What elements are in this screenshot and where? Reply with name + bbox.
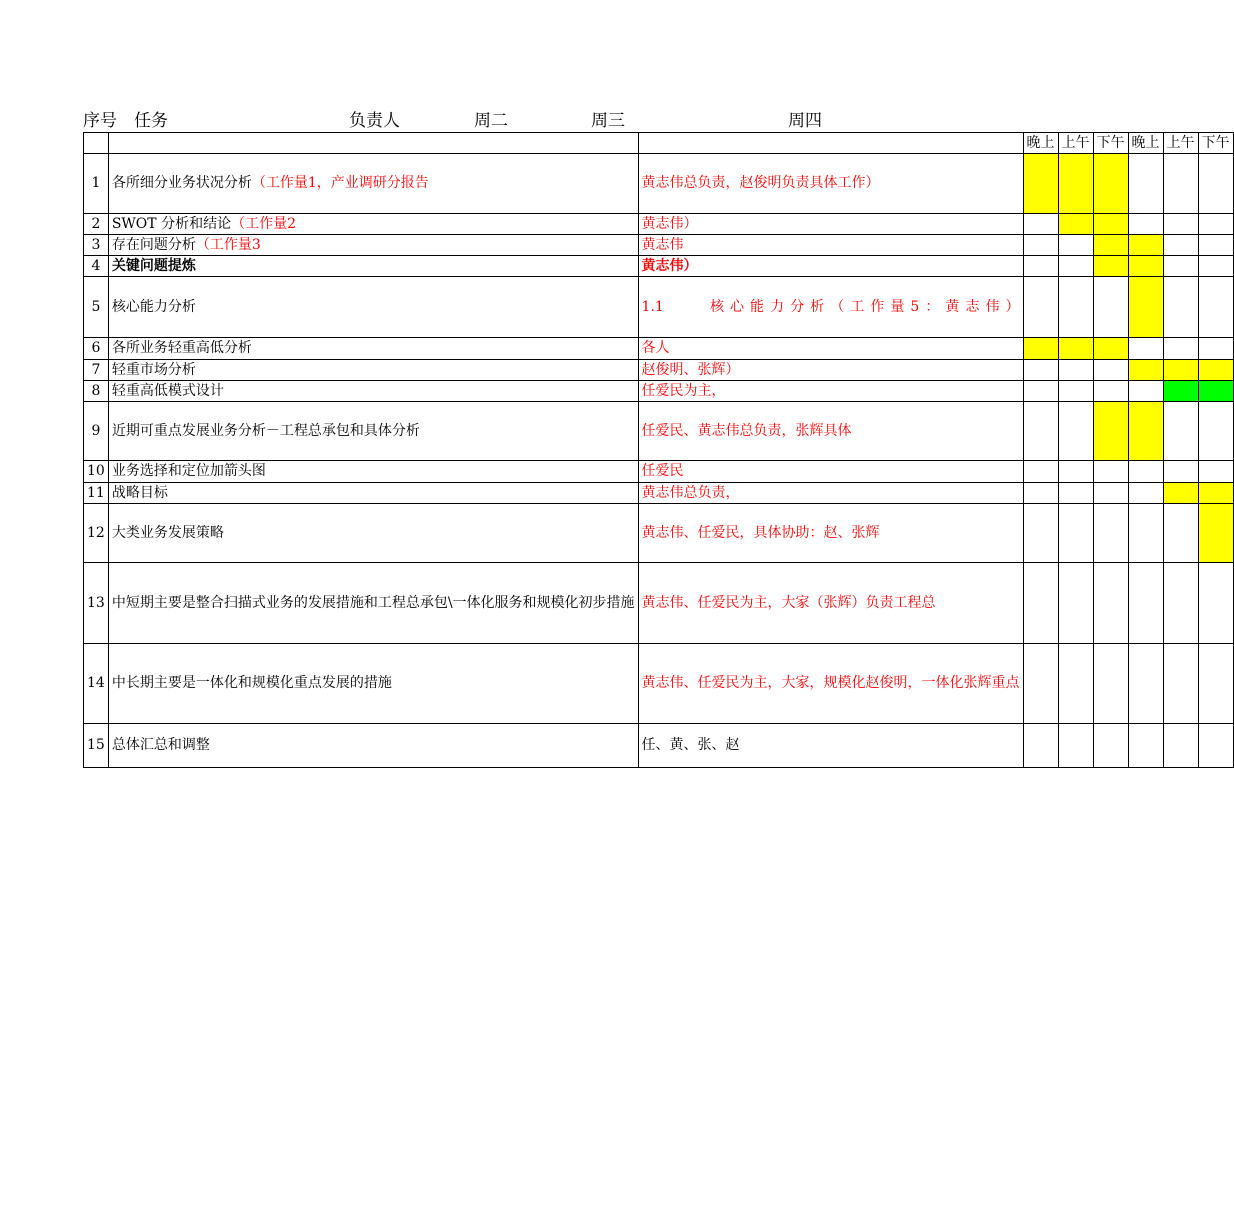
- empty-cell: [84, 133, 109, 154]
- schedule-cell: [1128, 360, 1163, 381]
- task-text: 核心能力分析: [111, 298, 196, 315]
- slot-label-0: 晚上: [1023, 133, 1058, 154]
- task-workload-note: （工作量3: [195, 236, 261, 253]
- schedule-cell: [1163, 256, 1198, 277]
- owner-cell: [638, 563, 1023, 644]
- schedule-cell: [1128, 235, 1163, 256]
- schedule-cell: [1163, 483, 1198, 504]
- owner-text: 任爱民为主，: [641, 382, 726, 399]
- schedule-cell: [1058, 483, 1093, 504]
- task-cell: [108, 256, 638, 277]
- schedule-cell: [1023, 338, 1058, 360]
- schedule-cell: [1093, 338, 1128, 360]
- task-text: 中短期主要是整合扫描式业务的发展措施和工程总承包\一体化服务和规模化初步措施: [111, 594, 635, 611]
- task-cell: [108, 724, 638, 768]
- schedule-cell: [1058, 214, 1093, 235]
- task-text: 近期可重点发展业务分析－工程总承包和具体分析: [111, 422, 420, 439]
- schedule-cell: [1058, 277, 1093, 338]
- schedule-cell: [1128, 483, 1163, 504]
- row-number: 13: [84, 563, 109, 644]
- schedule-cell: [1093, 724, 1128, 768]
- table-row: [84, 724, 1234, 768]
- row-number: 7: [84, 360, 109, 381]
- schedule-cell: [1198, 461, 1233, 483]
- row-number: 14: [84, 644, 109, 724]
- owner-text: 任爱民: [641, 463, 684, 479]
- row-number: 12: [84, 504, 109, 563]
- task-text: 存在问题分析: [111, 236, 196, 253]
- schedule-cell: [1128, 563, 1163, 644]
- schedule-cell: [1093, 360, 1128, 381]
- schedule-cell: [1163, 381, 1198, 402]
- task-text: 总体汇总和调整: [111, 737, 210, 753]
- task-cell: [108, 214, 638, 235]
- row-number: 6: [84, 338, 109, 360]
- schedule-cell: [1128, 724, 1163, 768]
- task-cell: [108, 504, 638, 563]
- task-text: SWOT 分析和结论: [111, 215, 232, 232]
- slot-label-3: 晚上: [1128, 133, 1163, 154]
- schedule-cell: [1128, 214, 1163, 235]
- schedule-cell: [1058, 256, 1093, 277]
- owner-cell: [638, 381, 1023, 402]
- task-cell: [108, 644, 638, 724]
- task-text: 各所业务轻重高低分析: [111, 340, 252, 356]
- task-cell: [108, 483, 638, 504]
- schedule-cell: [1198, 154, 1233, 214]
- schedule-cell: [1023, 504, 1058, 563]
- schedule-cell: [1198, 256, 1233, 277]
- schedule-cell: [1023, 563, 1058, 644]
- task-cell: [108, 277, 638, 338]
- table-row: [84, 461, 1234, 483]
- task-cell: [108, 381, 638, 402]
- task-cell: [108, 563, 638, 644]
- owner-text: 黄志伟、任爱民为主，大家（张辉）负责工程总: [641, 594, 936, 611]
- schedule-cell: [1163, 563, 1198, 644]
- schedule-cell: [1023, 644, 1058, 724]
- row-number: 11: [84, 483, 109, 504]
- owner-cell: [638, 154, 1023, 214]
- schedule-cell: [1093, 461, 1128, 483]
- schedule-cell: [1093, 256, 1128, 277]
- schedule-cell: [1163, 235, 1198, 256]
- task-text: 大类业务发展策略: [111, 524, 224, 541]
- schedule-cell: [1058, 338, 1093, 360]
- owner-cell: [638, 338, 1023, 360]
- row-number: 9: [84, 402, 109, 461]
- table-row: [84, 644, 1234, 724]
- owner-text: 1.1 核心能力分析（工作量5：黄志伟）: [641, 298, 1020, 315]
- schedule-cell: [1093, 235, 1128, 256]
- schedule-cell: [1128, 644, 1163, 724]
- table-row: [84, 483, 1234, 504]
- row-number: 3: [84, 235, 109, 256]
- schedule-cell: [1093, 402, 1128, 461]
- task-text: 轻重市场分析: [111, 361, 196, 378]
- schedule-cell: [1198, 277, 1233, 338]
- schedule-cell: [1058, 644, 1093, 724]
- table-row: [84, 154, 1234, 214]
- owner-cell: [638, 360, 1023, 381]
- owner-text: 黄志伟、任爱民，具体协助：赵、张辉: [641, 524, 880, 541]
- table-row: [84, 381, 1234, 402]
- empty-cell: [638, 133, 1023, 154]
- schedule-cell: [1198, 360, 1233, 381]
- task-text: 关键问题提炼: [111, 257, 196, 274]
- schedule-cell: [1128, 154, 1163, 214]
- task-cell: [108, 402, 638, 461]
- schedule-cell: [1128, 461, 1163, 483]
- table-row: [84, 235, 1234, 256]
- owner-cell: [638, 461, 1023, 483]
- row-number: 1: [84, 154, 109, 214]
- schedule-cell: [1198, 381, 1233, 402]
- schedule-cell: [1163, 277, 1198, 338]
- schedule-cell: [1198, 235, 1233, 256]
- row-number: 2: [84, 214, 109, 235]
- schedule-cell: [1163, 402, 1198, 461]
- schedule-cell: [1023, 277, 1058, 338]
- schedule-cell: [1058, 154, 1093, 214]
- schedule-cell: [1093, 381, 1128, 402]
- task-workload-note: （工作量1，产业调研分报告: [251, 175, 429, 191]
- schedule-cell: [1058, 461, 1093, 483]
- schedule-cell: [1023, 154, 1058, 214]
- slot-header-row: [84, 133, 1234, 154]
- schedule-cell: [1198, 214, 1233, 235]
- owner-cell: [638, 644, 1023, 724]
- table-row: [84, 277, 1234, 338]
- schedule-cell: [1163, 504, 1198, 563]
- task-cell: [108, 338, 638, 360]
- schedule-cell: [1198, 402, 1233, 461]
- schedule-cell: [1163, 154, 1198, 214]
- schedule-cell: [1058, 360, 1093, 381]
- owner-cell: [638, 256, 1023, 277]
- schedule-cell: [1093, 214, 1128, 235]
- task-workload-note: （工作量2: [231, 215, 296, 232]
- owner-cell: [638, 483, 1023, 504]
- schedule-cell: [1128, 381, 1163, 402]
- schedule-table: [83, 132, 1234, 768]
- empty-cell: [108, 133, 638, 154]
- owner-text: 各人: [641, 340, 670, 356]
- schedule-cell: [1058, 504, 1093, 563]
- task-cell: [108, 461, 638, 483]
- schedule-cell: [1093, 154, 1128, 214]
- owner-cell: [638, 402, 1023, 461]
- header-no: 序号: [83, 111, 117, 131]
- task-text: 各所细分业务状况分析: [111, 175, 252, 191]
- task-text: 轻重高低模式设计: [111, 382, 224, 399]
- owner-text: 黄志伟）: [641, 257, 698, 274]
- owner-cell: [638, 504, 1023, 563]
- owner-text: 黄志伟总负责，: [641, 484, 740, 501]
- task-cell: [108, 360, 638, 381]
- schedule-cell: [1128, 402, 1163, 461]
- header-owner: 负责人: [349, 111, 400, 131]
- schedule-cell: [1163, 338, 1198, 360]
- schedule-cell: [1023, 360, 1058, 381]
- schedule-cell: [1058, 381, 1093, 402]
- schedule-cell: [1128, 277, 1163, 338]
- schedule-cell: [1093, 644, 1128, 724]
- table-row: [84, 402, 1234, 461]
- schedule-cell: [1093, 483, 1128, 504]
- task-cell: [108, 154, 638, 214]
- slot-label-2: 下午: [1093, 133, 1128, 154]
- header-day-thursday: 周四: [788, 111, 822, 131]
- schedule-cell: [1163, 360, 1198, 381]
- task-text: 业务选择和定位加箭头图: [111, 463, 266, 479]
- schedule-cell: [1128, 504, 1163, 563]
- slot-label-5: 下午: [1198, 133, 1233, 154]
- table-row: [84, 338, 1234, 360]
- task-text: 战略目标: [111, 484, 168, 501]
- schedule-cell: [1128, 256, 1163, 277]
- owner-text: 黄志伟、任爱民为主，大家，规模化赵俊明，一体化张辉重点: [641, 675, 1020, 691]
- row-number: 5: [84, 277, 109, 338]
- row-number: 10: [84, 461, 109, 483]
- schedule-cell: [1093, 277, 1128, 338]
- table-row: [84, 360, 1234, 381]
- table-row: [84, 256, 1234, 277]
- schedule-cell: [1023, 483, 1058, 504]
- row-number: 8: [84, 381, 109, 402]
- schedule-cell: [1198, 563, 1233, 644]
- task-cell: [108, 235, 638, 256]
- owner-cell: [638, 214, 1023, 235]
- owner-text: 黄志伟总负责，赵俊明负责具体工作）: [641, 175, 880, 191]
- owner-cell: [638, 724, 1023, 768]
- schedule-cell: [1023, 724, 1058, 768]
- slot-label-1: 上午: [1058, 133, 1093, 154]
- schedule-cell: [1093, 504, 1128, 563]
- schedule-cell: [1058, 724, 1093, 768]
- schedule-cell: [1023, 256, 1058, 277]
- header-day-wednesday: 周三: [591, 111, 625, 131]
- schedule-cell: [1128, 338, 1163, 360]
- schedule-cell: [1163, 461, 1198, 483]
- schedule-cell: [1198, 504, 1233, 563]
- schedule-cell: [1023, 402, 1058, 461]
- schedule-cell: [1198, 483, 1233, 504]
- schedule-cell: [1198, 644, 1233, 724]
- schedule-cell: [1058, 402, 1093, 461]
- schedule-cell: [1023, 461, 1058, 483]
- table-row: [84, 214, 1234, 235]
- header-task: 任务: [134, 111, 168, 131]
- schedule-cell: [1163, 214, 1198, 235]
- row-number: 15: [84, 724, 109, 768]
- schedule-cell: [1163, 644, 1198, 724]
- schedule-cell: [1058, 235, 1093, 256]
- schedule-cell: [1058, 563, 1093, 644]
- owner-text: 任、黄、张、赵: [641, 737, 740, 753]
- owner-cell: [638, 277, 1023, 338]
- schedule-cell: [1198, 724, 1233, 768]
- owner-cell: [638, 235, 1023, 256]
- owner-text: 任爱民、黄志伟总负责，张辉具体: [641, 422, 852, 439]
- schedule-cell: [1093, 563, 1128, 644]
- table-row: [84, 563, 1234, 644]
- header-day-tuesday: 周二: [474, 111, 508, 131]
- owner-text: 黄志伟: [641, 236, 684, 253]
- row-number: 4: [84, 256, 109, 277]
- schedule-cell: [1023, 214, 1058, 235]
- owner-text: 黄志伟）: [641, 215, 698, 232]
- slot-label-4: 上午: [1163, 133, 1198, 154]
- schedule-cell: [1198, 338, 1233, 360]
- table-row: [84, 504, 1234, 563]
- schedule-cell: [1163, 724, 1198, 768]
- owner-text: 赵俊明、张辉）: [641, 361, 740, 378]
- schedule-cell: [1023, 235, 1058, 256]
- schedule-cell: [1023, 381, 1058, 402]
- task-text: 中长期主要是一体化和规模化重点发展的措施: [111, 675, 392, 691]
